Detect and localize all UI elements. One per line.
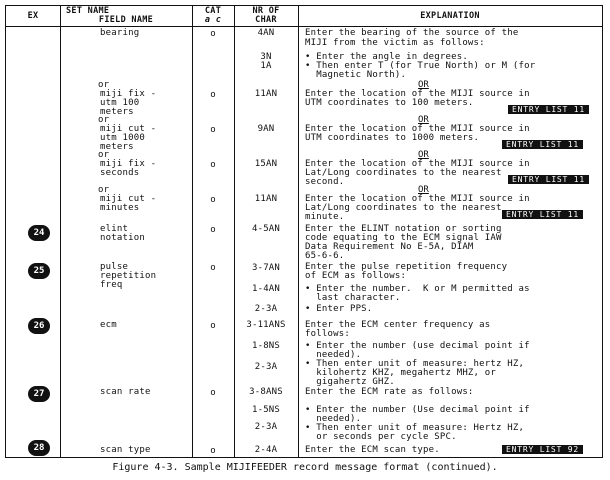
field-miji-fix-seconds: seconds: [100, 168, 140, 178]
entry-list-tag: ENTRY LIST 11: [508, 175, 589, 184]
entry-list-tag: ENTRY LIST 11: [502, 140, 583, 149]
expl-scan-rate: Enter the ECM rate as follows:: [305, 387, 474, 397]
expl-bearing: MIJI from the victim as follows:: [305, 38, 485, 48]
figure-caption: Figure 4-3. Sample MIJIFEEDER record message format (continued).: [112, 462, 498, 473]
field-miji-cut-utm1000: meters: [100, 142, 134, 152]
field-miji-fix-utm100: meters: [100, 107, 134, 117]
entry-list-tag: ENTRY LIST 11: [502, 210, 583, 219]
expl-elint: Data Requirement No E-5A, DIAM: [305, 242, 474, 252]
field-miji-fix-seconds: miji fix -: [100, 159, 157, 169]
cat-utm100: o: [210, 90, 216, 100]
field-ecm: ecm: [100, 320, 117, 330]
field-elint-notation: notation: [100, 233, 145, 243]
or-label: or: [98, 80, 110, 90]
expl-scan-rate: • Enter the number (Use decimal point if: [305, 405, 530, 415]
char-scan-type: 2-4A: [254, 445, 278, 455]
expl-scan-rate: or seconds per cycle SPC.: [305, 432, 457, 442]
cat-scan-type: o: [210, 446, 216, 456]
or-label: or: [98, 115, 110, 125]
char-seconds: 15AN: [254, 159, 278, 169]
expl-utm1000: UTM coordinates to 1000 meters.: [305, 133, 480, 143]
char-prf: 3-7AN: [251, 263, 281, 273]
char-bearing: 4AN: [257, 28, 275, 38]
example-badge-28: 28: [28, 440, 50, 456]
expl-bearing: Enter the bearing of the source of the: [305, 28, 519, 38]
expl-seconds: Enter the location of the MIJI source in: [305, 159, 530, 169]
expl-ecm: needed).: [305, 350, 362, 360]
expl-ecm: gigahertz GHZ.: [305, 377, 395, 387]
cat-seconds: o: [210, 160, 216, 170]
header-ex: EX: [27, 11, 39, 21]
cat-elint: o: [210, 225, 216, 235]
field-scan-type: scan type: [100, 445, 151, 455]
header-set-name: SET NAME: [66, 6, 110, 16]
expl-ecm: follows:: [305, 329, 350, 339]
char-bearing-north: 1A: [260, 61, 272, 71]
field-pulse-repetition-freq: freq: [100, 280, 123, 290]
example-badge-24: 24: [28, 225, 50, 241]
field-pulse-repetition-freq: pulse: [100, 262, 129, 272]
column-divider: [60, 6, 61, 457]
expl-ecm: • Enter the number (use decimal point if: [305, 341, 530, 351]
expl-scan-type: Enter the ECM scan type.: [305, 445, 440, 455]
or-label: or: [98, 150, 110, 160]
field-pulse-repetition-freq: repetition: [100, 271, 157, 281]
header-char: CHAR: [255, 15, 277, 25]
or-divider: OR: [418, 150, 429, 160]
expl-minutes: minute.: [305, 212, 345, 222]
char-ecm-number: 1-8NS: [251, 341, 281, 351]
header-field-name: FIELD NAME: [98, 15, 154, 25]
expl-utm1000: Enter the location of the MIJI source in: [305, 124, 530, 134]
or-label: or: [98, 185, 110, 195]
entry-list-tag: ENTRY LIST 92: [502, 445, 583, 454]
expl-scan-rate: • Then enter unit of measure: Hertz HZ,: [305, 423, 525, 433]
char-minutes: 11AN: [254, 194, 278, 204]
char-utm1000: 9AN: [257, 124, 275, 134]
char-utm100: 11AN: [254, 89, 278, 99]
expl-ecm: kilohertz KHZ, megahertz MHZ, or: [305, 368, 497, 378]
field-miji-fix-utm100: utm 100: [100, 98, 140, 108]
expl-prf: • Enter the number. K or M permitted as: [305, 284, 530, 294]
field-miji-cut-utm1000: utm 1000: [100, 133, 145, 143]
expl-bearing: • Enter the angle in degrees.: [305, 52, 468, 62]
expl-bearing: • Then enter T (for True North) or M (for: [305, 61, 536, 71]
record-format-table: [5, 5, 603, 458]
expl-prf: last character.: [305, 293, 401, 303]
char-ecm: 3-11ANS: [246, 320, 286, 330]
cat-minutes: o: [210, 195, 216, 205]
char-bearing-angle: 3N: [260, 52, 272, 62]
char-elint: 4-5AN: [251, 224, 281, 234]
header-cat: CAT: [204, 6, 222, 16]
or-divider: OR: [418, 185, 429, 195]
or-divider: OR: [418, 80, 429, 90]
expl-prf: • Enter PPS.: [305, 304, 373, 314]
field-miji-fix-utm100: miji fix -: [100, 89, 157, 99]
expl-minutes: Enter the location of the MIJI source in: [305, 194, 530, 204]
field-miji-cut-utm1000: miji cut -: [100, 124, 157, 134]
entry-list-tag: ENTRY LIST 11: [508, 105, 589, 114]
header-cat-sub: a c: [204, 15, 222, 25]
column-divider: [298, 6, 299, 457]
expl-utm100: UTM coordinates to 100 meters.: [305, 98, 474, 108]
cat-bearing: o: [210, 29, 216, 39]
field-miji-cut-minutes: miji cut -: [100, 194, 157, 204]
cat-prf: o: [210, 263, 216, 273]
header-nr-of: NR OF: [252, 6, 280, 16]
expl-seconds: Lat/Long coordinates to the nearest: [305, 168, 502, 178]
expl-ecm: Enter the ECM center frequency as: [305, 320, 491, 330]
char-scan-rate-number: 1-5NS: [251, 405, 281, 415]
cat-scan-rate: o: [210, 388, 216, 398]
field-scan-rate: scan rate: [100, 387, 151, 397]
expl-ecm: • Then enter unit of measure: hertz HZ,: [305, 359, 525, 369]
field-elint-notation: elint: [100, 224, 129, 234]
char-ecm-unit: 2-3A: [254, 362, 278, 372]
expl-prf: of ECM as follows:: [305, 271, 407, 281]
expl-utm100: Enter the location of the MIJI source in: [305, 89, 530, 99]
or-divider: OR: [418, 115, 429, 125]
expl-prf: Enter the pulse repetition frequency: [305, 262, 508, 272]
field-miji-cut-minutes: minutes: [100, 203, 140, 213]
char-scan-rate-unit: 2-3A: [254, 422, 278, 432]
example-badge-26: 26: [28, 318, 50, 334]
char-prf-number: 1-4AN: [251, 284, 281, 294]
expl-scan-rate: needed).: [305, 414, 362, 424]
expl-seconds: second.: [305, 177, 345, 187]
expl-minutes: Lat/Long coordinates to the nearest: [305, 203, 502, 213]
cat-ecm: o: [210, 321, 216, 331]
expl-elint: 65-6-6.: [305, 251, 345, 261]
expl-bearing: Magnetic North).: [305, 70, 407, 80]
expl-elint: code equating to the ECM signal IAW: [305, 233, 502, 243]
field-bearing: bearing: [100, 28, 140, 38]
char-scan-rate: 3-8ANS: [249, 387, 283, 397]
example-badge-25: 25: [28, 263, 50, 279]
expl-elint: Enter the ELINT notation or sorting: [305, 224, 502, 234]
example-badge-27: 27: [28, 386, 50, 402]
header-divider: [6, 26, 602, 27]
char-prf-unit: 2-3A: [254, 304, 278, 314]
cat-utm1000: o: [210, 125, 216, 135]
header-explanation: EXPLANATION: [420, 11, 480, 21]
